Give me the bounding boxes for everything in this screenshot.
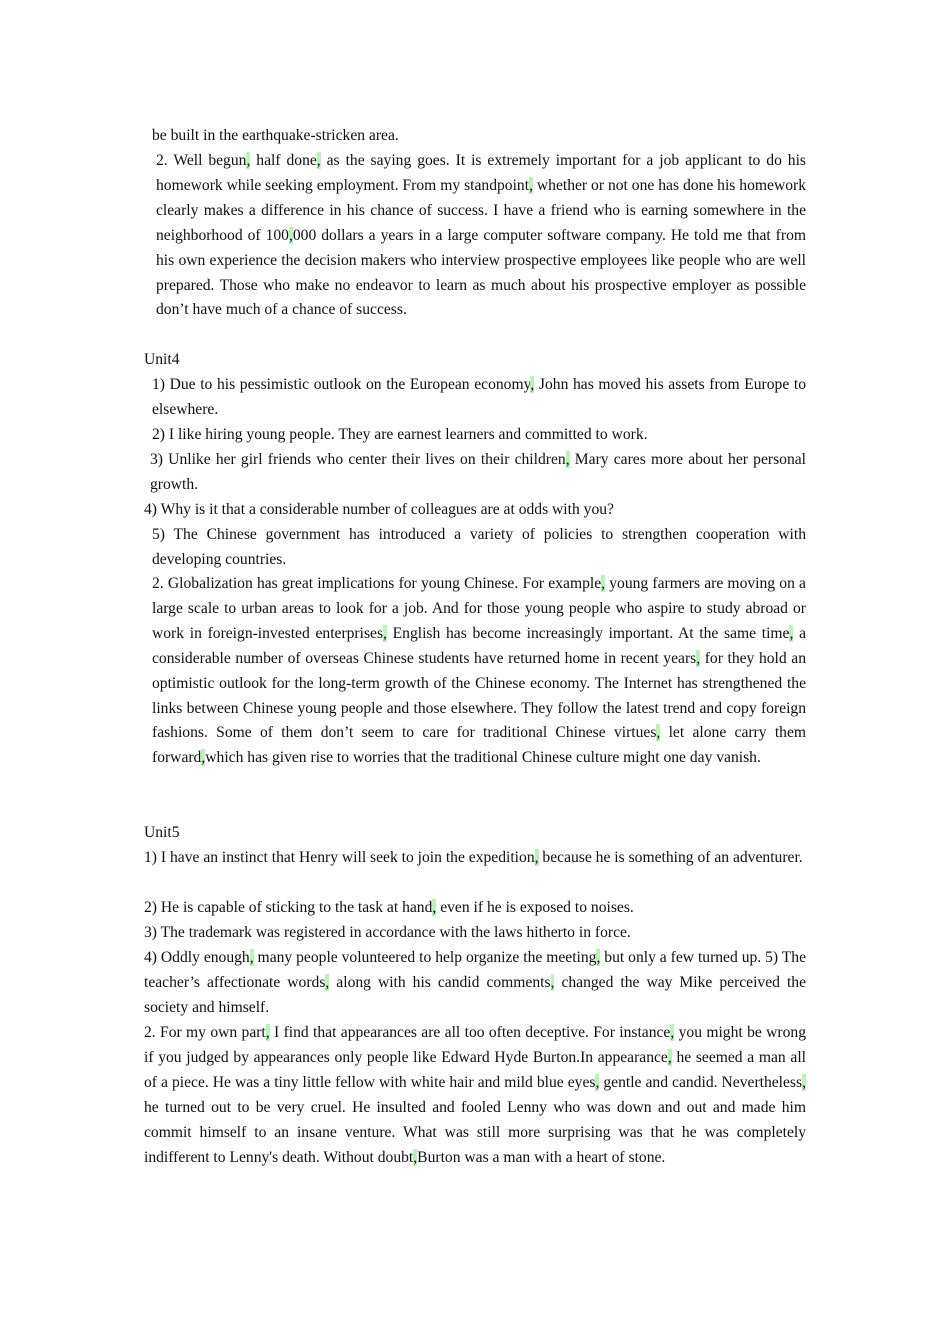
- text-segment: John has moved his assets from Europe to elsewhere.: [152, 376, 807, 418]
- text-segment: 2) He is capable of sticking to the task at hand: [144, 899, 433, 916]
- highlighted-comma: ,: [288, 226, 293, 244]
- text-segment: which has given rise to worries that the traditional Chinese culture might one day vanish.: [205, 749, 761, 767]
- highlighted-comma: ,: [534, 849, 539, 866]
- highlighted-comma: ,: [265, 1024, 270, 1041]
- unit4-sentence-5: 5) The Chinese government has introduced a variety of policies to strengthen cooperation with developing countries.: [152, 526, 806, 568]
- highlighted-comma: ,: [316, 152, 321, 169]
- unit5-heading: Unit5: [144, 824, 180, 841]
- text-segment: 4) Oddly enough: [144, 949, 250, 966]
- highlighted-comma: ,: [565, 451, 570, 468]
- text-segment: many people volunteered to help organize the meeting: [253, 949, 597, 966]
- text-segment: 2. Well begun: [156, 152, 247, 169]
- text-segment: 1) I have an instinct that Henry will seek to join the expedition: [144, 849, 535, 866]
- highlighted-comma: ,: [595, 1073, 600, 1091]
- unit5-paragraph-2: [144, 1021, 806, 1170]
- text-segment: let alone carry them forward: [152, 724, 807, 767]
- highlighted-comma: ,: [530, 376, 535, 393]
- unit4-sentence-3: [150, 448, 806, 498]
- text-segment: 2. Globalization has great implications for young Chinese. For example: [152, 575, 602, 592]
- text-segment: Burton was a man with a heart of stone.: [417, 1148, 666, 1166]
- highlighted-comma: ,: [601, 575, 606, 592]
- unit4-sentence-2: 2) I like hiring young people. They are earnest learners and committed to work.: [152, 426, 648, 443]
- text-segment: but only a few turned up. 5) The teacher’s affectionate words: [144, 949, 806, 991]
- highlighted-comma: ,: [246, 152, 251, 169]
- highlighted-comma: ,: [802, 1073, 806, 1091]
- highlighted-comma: ,: [550, 973, 555, 991]
- highlighted-comma: ,: [656, 724, 661, 742]
- highlighted-comma: ,: [413, 1148, 418, 1166]
- text-segment: 2. For my own part: [144, 1024, 266, 1041]
- unit4-sentence-1: [152, 373, 806, 423]
- unit3-paragraph-2: [156, 149, 806, 323]
- text-segment: because he is something of an adventurer.: [538, 849, 803, 866]
- text-segment: English has become increasingly important. At the same time: [386, 624, 790, 642]
- highlighted-comma: ,: [432, 899, 437, 916]
- highlighted-comma: ,: [529, 176, 533, 194]
- highlighted-comma: ,: [670, 1024, 675, 1041]
- highlighted-comma: ,: [249, 949, 254, 966]
- highlighted-comma: ,: [667, 1048, 672, 1066]
- unit5-sentence-2: [144, 896, 806, 921]
- text-segment: I find that appearances are all too often deceptive. For instance: [269, 1024, 671, 1041]
- text-segment: as the saying goes. It is extremely important for a job applicant to do his homework while seeking employment. From my standpoint: [156, 152, 806, 194]
- highlighted-comma: ,: [696, 649, 701, 667]
- highlighted-comma: ,: [383, 624, 387, 642]
- text-segment: gentle and candid. Nevertheless: [599, 1073, 803, 1091]
- unit4-heading: Unit4: [144, 351, 180, 368]
- unit5-sentence-1: [144, 846, 806, 871]
- text-segment: you might be wrong if you judged by appearances only people like Edward Hyde Burton.In appearance: [144, 1024, 806, 1066]
- text-segment: even if he is exposed to noises.: [436, 899, 634, 916]
- text-segment: whether or not one has done his homework clearly makes a difference in his chance of success. I have a friend who is earning somewhere in the neighborhood of 100: [156, 176, 806, 244]
- highlighted-comma: ,: [596, 949, 601, 966]
- text-segment: 1) Due to his pessimistic outlook on the European economy: [152, 376, 531, 393]
- text-segment: for they hold an optimistic outlook for the long-term growth of the Chinese economy. The Internet has strengthened the links between Chinese young people and those elsewhere. They follow the latest trend and copy foreign fashions. Some of them don’t seem to care for traditional Chinese virtues: [152, 649, 806, 742]
- text-segment: he turned out to be very cruel. He insulted and fooled Lenny who was down and out and made him commit himself to an insane venture. What was still more surprising was that he was completely indifferent to Lenny's death. Without doubt: [144, 1098, 806, 1166]
- text-segment: 000 dollars a years in a large computer software company. He told me that from his own experience the decision makers who interview prospective employees like people who are well prepared. Those who make no endeavor to learn as much about his prospective employer as possible don’t have much of a chance of success.: [156, 226, 806, 319]
- highlighted-comma: ,: [325, 973, 330, 991]
- text-segment: 3) Unlike her girl friends who center their lives on their children: [150, 451, 566, 468]
- continued-text: be built in the earthquake-stricken area.: [152, 127, 399, 144]
- unit5-sentences-4-5: [144, 946, 806, 1021]
- text-segment: Mary cares more about her personal growth.: [150, 451, 806, 493]
- continued-sentence: [152, 124, 802, 149]
- text-segment: young farmers are moving on a large scale to urban areas to look for a job. And for those young people who aspire to study abroad or work in foreign-invested enterprises: [152, 575, 806, 642]
- text-segment: half done: [250, 152, 317, 169]
- highlighted-comma: ,: [201, 749, 206, 767]
- highlighted-comma: ,: [789, 624, 794, 642]
- text-segment: along with his candid comments: [329, 973, 551, 991]
- text-segment: changed the way Mike perceived the society and himself.: [144, 973, 806, 1016]
- text-segment: a considerable number of overseas Chinese students have returned home in recent years: [152, 624, 806, 667]
- unit5-sentence-3: 3) The trademark was registered in accordance with the laws hitherto in force.: [144, 924, 631, 941]
- unit4-sentence-4: 4) Why is it that a considerable number of colleagues are at odds with you?: [144, 501, 614, 518]
- unit4-paragraph-2: [152, 572, 806, 771]
- text-segment: he seemed a man all of a piece. He was a tiny little fellow with white hair and mild blue eyes: [144, 1048, 806, 1091]
